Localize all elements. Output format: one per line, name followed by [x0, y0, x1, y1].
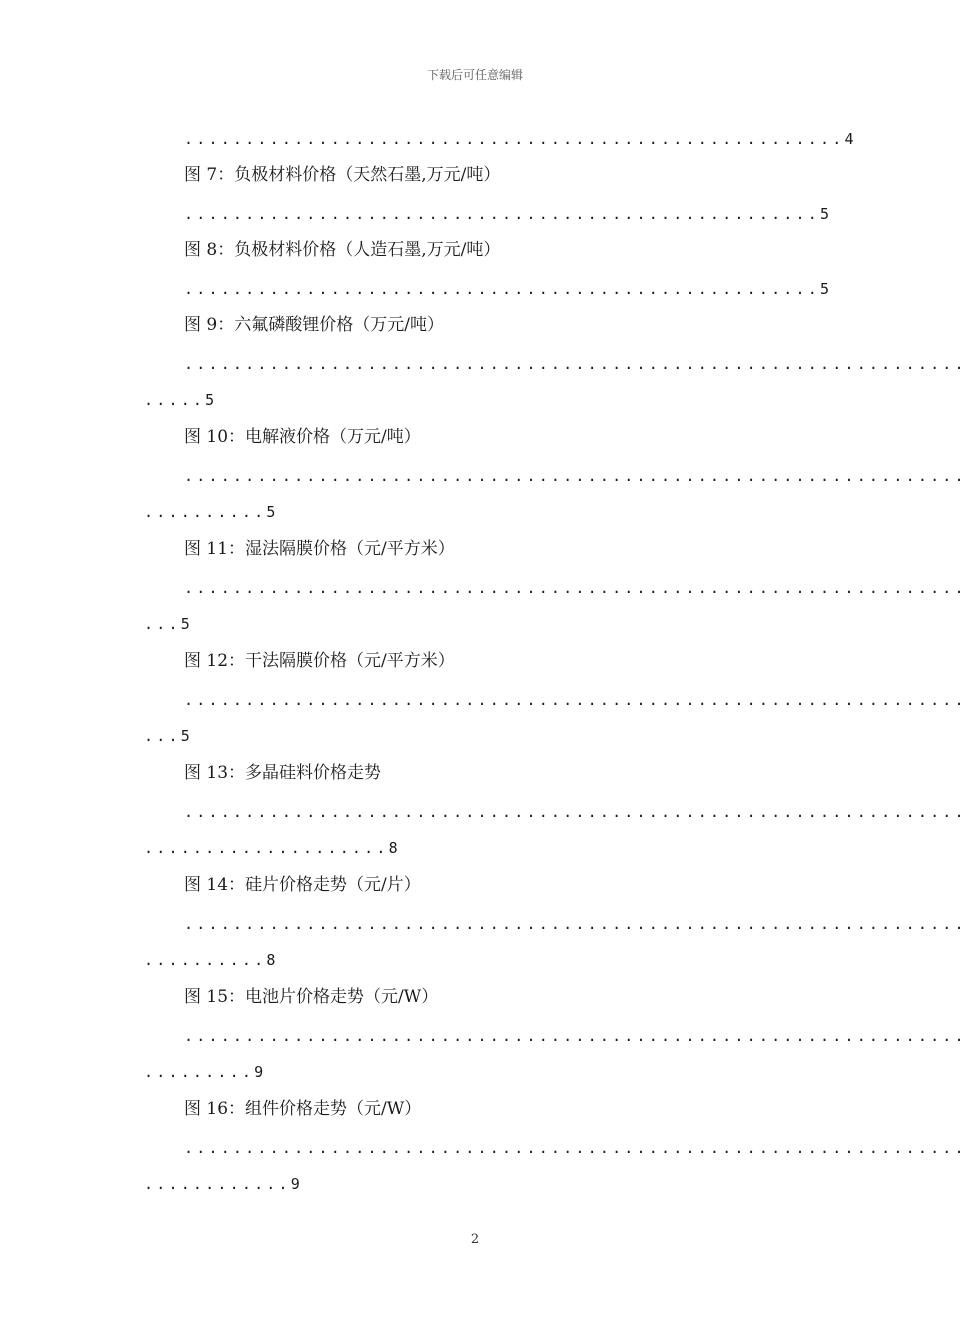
toc-leader-line [184, 201, 830, 227]
toc-entry-title[interactable]: 图 13：多晶硅料价格走势 [184, 763, 382, 783]
toc-entry-title[interactable]: 图 12：干法隔膜价格（元/平方米） [184, 651, 455, 671]
toc-leader-line [184, 687, 967, 713]
toc-page-number: 8 [266, 951, 276, 969]
toc-dots: ................................................................ [184, 355, 967, 373]
toc-leader-line [184, 575, 967, 601]
toc-page-number: 5 [820, 205, 830, 223]
toc-page-number: 5 [266, 503, 276, 521]
toc-dots: .................... [144, 839, 389, 857]
toc-leader-line [184, 463, 967, 489]
toc-dots: .................................................... [184, 205, 820, 223]
toc-dots: .................................................... [184, 280, 820, 298]
page-header: 下载后可任意编辑 [426, 68, 523, 82]
toc-dots: .......... [144, 503, 267, 521]
toc-leader-wrap [144, 387, 809, 413]
toc-dots: ................................................................ [184, 691, 967, 709]
toc-page-number: 9 [290, 1175, 300, 1193]
toc-dots: ............ [144, 1175, 291, 1193]
toc-page-number: 5 [820, 280, 830, 298]
toc-leader-line [184, 1023, 967, 1049]
toc-entry-title[interactable]: 图 7：负极材料价格（天然石墨,万元/吨） [184, 165, 501, 185]
toc-page-number: 5 [180, 615, 190, 633]
toc-leader-line [184, 351, 967, 377]
toc-leader-wrap [144, 499, 809, 525]
toc-dots: ................................................................ [184, 1139, 967, 1157]
toc-page-number: 4 [844, 130, 854, 148]
toc-dots: ......... [144, 1063, 255, 1081]
toc-leader-line [184, 1135, 967, 1161]
toc-leader-wrap [144, 947, 809, 973]
toc-leader-wrap [144, 1171, 809, 1197]
toc-leader-line [184, 799, 967, 825]
toc-dots: ................................................................ [184, 803, 967, 821]
toc-dots: ...................................................... [184, 130, 845, 148]
toc-entry-title[interactable]: 图 10：电解液价格（万元/吨） [184, 427, 421, 447]
toc-entry-title[interactable]: 图 15：电池片价格走势（元/W） [184, 987, 439, 1007]
toc-dots: .......... [144, 951, 267, 969]
toc-entry-title[interactable]: 图 11：湿法隔膜价格（元/平方米） [184, 539, 455, 559]
toc-dots: ... [144, 615, 181, 633]
toc-leader-wrap [144, 1059, 809, 1085]
toc-leader-wrap [144, 611, 809, 637]
toc-page-number: 9 [254, 1063, 264, 1081]
toc-entry-title[interactable]: 图 8：负极材料价格（人造石墨,万元/吨） [184, 240, 501, 260]
page-number: 2 [470, 1232, 480, 1247]
toc-leader-line [184, 276, 830, 302]
toc-dots: ................................................................ [184, 467, 967, 485]
toc-leader-line [184, 911, 967, 937]
toc-leader-wrap [144, 723, 809, 749]
toc-dots: ................................................................ [184, 1027, 967, 1045]
toc-page-number: 8 [388, 839, 398, 857]
toc-dots: ................................................................ [184, 579, 967, 597]
toc-entry-title[interactable]: 图 16：组件价格走势（元/W） [184, 1099, 422, 1119]
toc-entry-title[interactable]: 图 9：六氟磷酸锂价格（万元/吨） [184, 315, 444, 335]
toc-dots: ... [144, 727, 181, 745]
toc-page-number: 5 [205, 391, 215, 409]
toc-page-number: 5 [180, 727, 190, 745]
toc-leader-line [184, 126, 854, 152]
toc-dots: ................................................................ [184, 915, 967, 933]
toc-dots: ..... [144, 391, 206, 409]
toc-leader-wrap [144, 835, 809, 861]
toc-entry-title[interactable]: 图 14：硅片价格走势（元/片） [184, 875, 421, 895]
